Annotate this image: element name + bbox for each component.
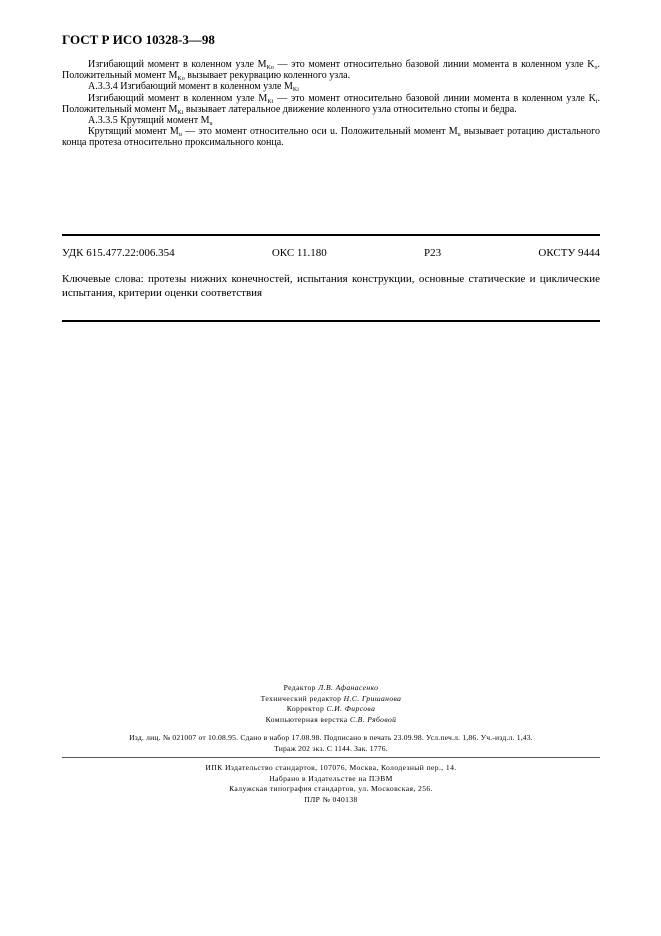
oks-code: ОКС 11.180 — [271, 247, 327, 259]
body-text — [62, 59, 600, 149]
udk-code: УДК 615.477.22:006.354 — [62, 247, 175, 259]
classification-row — [62, 247, 600, 259]
printer-line-4: ПЛР № 040138 — [304, 794, 358, 804]
publishing-line-2: Тираж 202 экз. С 1144. Зак. 1776. — [274, 743, 388, 753]
keywords: Ключевые слова: протезы нижних конечностей, испытания конструкции, основные статические и циклические испытания, критерии оценки соответствия — [62, 273, 600, 299]
printer-line-1: ИПК Издательство стандартов, 107076, Москва, Колодезный пер., 14. — [205, 763, 457, 772]
printer-line-3: Калужская типография стандартов, ул. Московская, 256. — [229, 784, 433, 793]
document-header: ГОСТ Р ИСО 10328-3—98 — [62, 32, 215, 47]
credit-tech-editor: Технический редактор Н.С. Гришанова — [260, 693, 402, 703]
top-divider — [62, 234, 600, 236]
credits-block — [62, 683, 600, 725]
paragraph-bending-moment-ko: Изгибающий момент в коленном узле $M_{Ko}$ — это момент относительно базовой линии момента в коленном узле $K_o$. Положительный момент $M_{Ko}$ вызывает рекурвацию коленного узла. — [62, 59, 600, 83]
credit-editor: Редактор Л.В. Афанасенко — [283, 683, 379, 692]
printer-line-2: Набрано в Издательстве на ПЭВМ — [269, 773, 393, 783]
publishing-line-1: Изд. лиц. № 021007 от 10.08.95. Сдано в набор 17.08.98. Подписано в печать 23.09.98. Усл.печ.л. 1,86. Уч.-изд.л. 1,43. — [129, 733, 533, 742]
paragraph-bending-moment-ki: Изгибающий момент в коленном узле $M_{Ki}$ — это момент относительно базовой линии момента в коленном узле $K_i$. Положительный момент $M_{Ki}$ вызывает латеральное движение коленного узла относительно стопы и бедра. — [62, 92, 600, 116]
section-heading-a334: А.3.3.4 Изгибающий момент в коленном узле $M_{Ki}$ — [88, 81, 299, 94]
imprint-divider — [62, 757, 600, 758]
credit-corrector: Корректор С.И. Фирсова — [286, 704, 376, 713]
credit-layout: Компьютерная верстка С.В. Рябовой — [265, 714, 397, 724]
paragraph-torque-mu: Крутящий момент $M_u$ — это момент относительно оси u. Положительный момент $M_u$ вызывает ротацию дистального конца протеза относительно проксимального конца. — [62, 126, 600, 149]
okstu-code: ОКСТУ 9444 — [538, 247, 600, 259]
printer-block — [62, 763, 600, 805]
category-code: Р23 — [424, 247, 442, 259]
bottom-divider — [62, 320, 600, 322]
publishing-block — [62, 733, 600, 754]
section-heading-a335: А.3.3.5 Крутящий момент $M_u$ — [88, 115, 213, 128]
